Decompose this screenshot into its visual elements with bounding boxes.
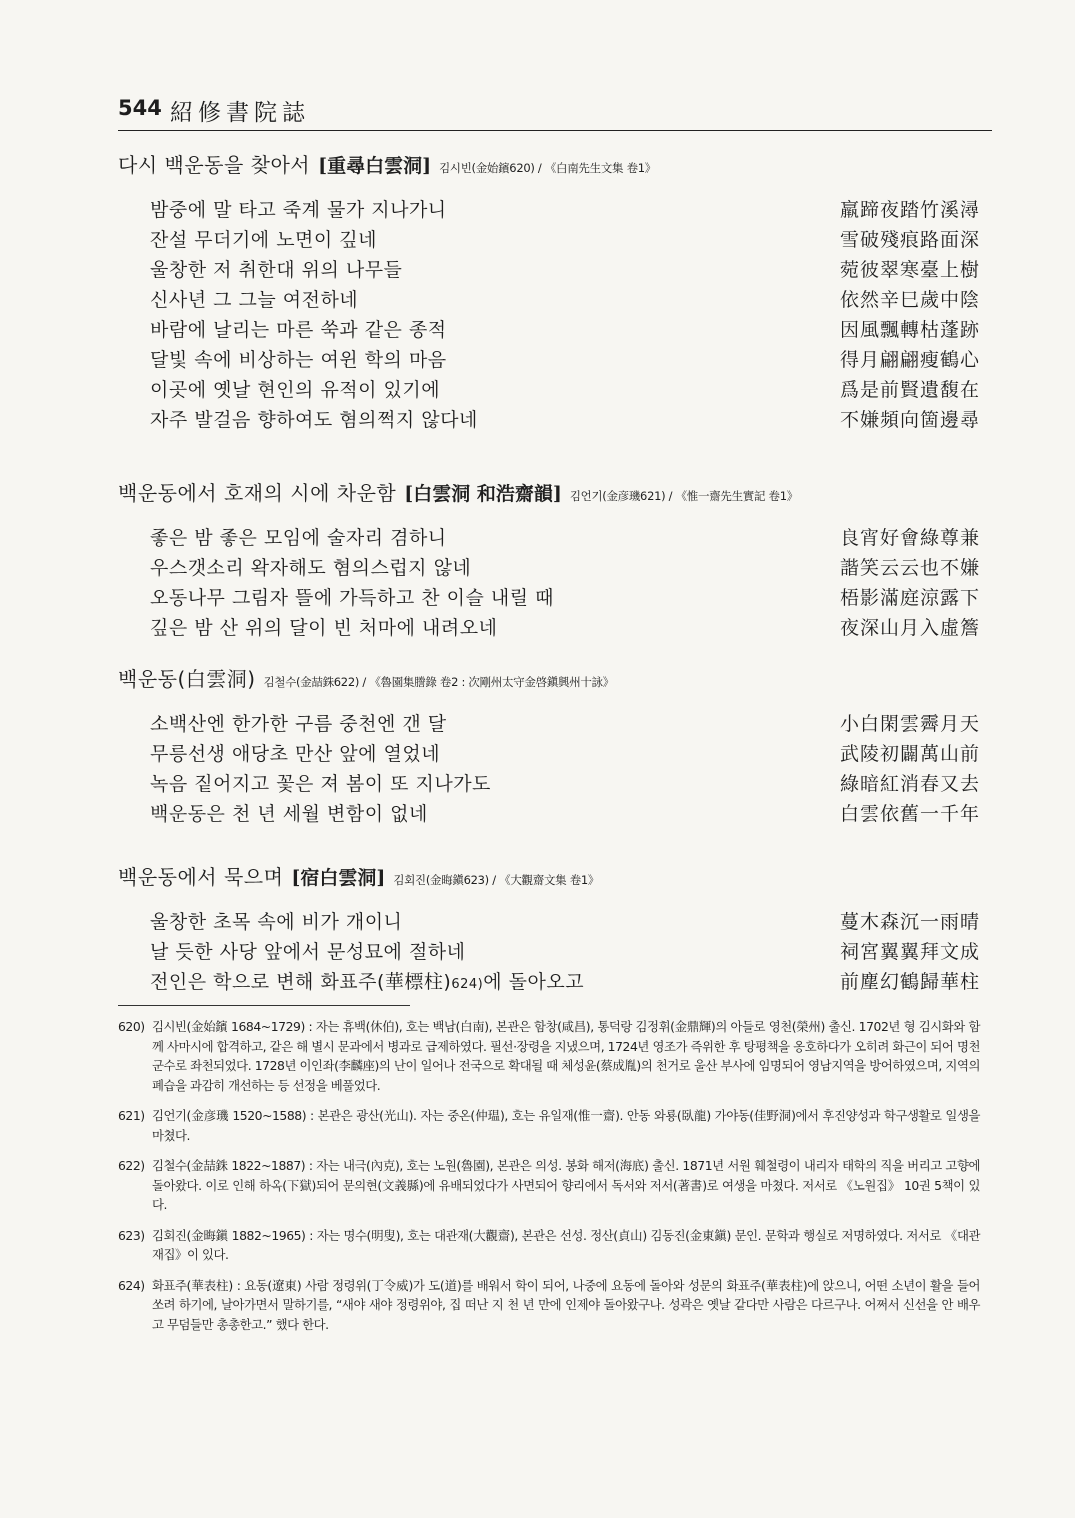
poem-source: 김언기(金彦璣621) / 《惟一齋先生實記 卷1》: [569, 489, 798, 503]
poem-section: [118, 862, 980, 997]
poem-line: [118, 739, 980, 769]
poem-title: [118, 150, 980, 183]
footnote-text: 김철수(金喆銖 1822~1887) : 자는 내극(內克), 호는 노원(魯園), 본관은 의성. 봉화 해저(海底) 출신. 1871년 서원 훼철령이 내리자 태학의 직을 버리고 고향에 돌아왔다. 이로 인해 하옥(下獄)되어 문의현(文義縣)에 유배되었다가 사면되어 향리에서 독서와 저서(著書)로 여생을 마쳤다. 저서로 《노원집》 10권 5책이 있다.: [152, 1158, 980, 1212]
poem-line: [118, 523, 980, 553]
chinese-line: 梧影滿庭涼露下: [839, 587, 980, 609]
korean-line: 울창한 초목 속에 비가 개이니: [150, 911, 403, 933]
korean-line: 이곳에 옛날 현인의 유적이 있기에: [150, 379, 441, 401]
korean-line: 날 듯한 사당 앞에서 문성묘에 절하네: [150, 941, 466, 963]
footnote-divider: [118, 1005, 410, 1006]
korean-line: 우스갯소리 왁자해도 혐의스럽지 않네: [150, 557, 472, 579]
page-number: 544: [118, 96, 162, 120]
poem-title-hanja: [白雲洞 和浩齋韻]: [404, 483, 562, 505]
footnote: [118, 1156, 980, 1215]
chinese-line: 蔓木森沉一雨晴: [839, 911, 980, 933]
poem-line: [118, 315, 980, 345]
korean-line-tail: 에 돌아오고: [483, 971, 585, 993]
korean-line: 오동나무 그림자 뜰에 가득하고 찬 이슬 내릴 때: [150, 587, 555, 609]
chinese-line: 武陵初闢萬山前: [839, 743, 980, 765]
footnote-text: 화표주(華表柱) : 요동(遼東) 사람 정령위(丁令威)가 도(道)를 배워서 학이 되어, 나중에 요동에 돌아와 성문의 화표주(華表柱)에 앉으니, 어떤 소년이 활을 들어 쏘려 하기에, 날아가면서 말하기를, “새야 새야 정령위야, 집 떠난 지 천 년 만에 인제야 돌아왔구나. 성곽은 옛날 같다만 사람은 다르구나. 어쩌서 신선을 안 배우고 무덤들만 총총한고.” 했다 한다.: [152, 1277, 980, 1332]
poem-line: [118, 799, 980, 829]
poem-body: [118, 907, 980, 997]
chinese-line: 綠暗紅消春又去: [839, 773, 980, 795]
poem-title-korean: 백운동(白雲洞): [118, 667, 256, 691]
footnote-number: 624): [118, 1277, 145, 1293]
chinese-line: 良宵好會綠尊兼: [839, 527, 980, 549]
poem-body: [118, 523, 980, 643]
footnote-number: 620): [118, 1019, 145, 1034]
korean-line: 백운동은 천 년 세월 변함이 없네: [150, 803, 428, 825]
poem-section: [118, 478, 980, 643]
poem-line: [118, 709, 980, 739]
footnote-number: 621): [118, 1108, 145, 1123]
korean-line: 밤중에 말 타고 죽계 물가 지나가니: [150, 199, 447, 221]
korean-line: 달빛 속에 비상하는 여윈 학의 마음: [150, 349, 447, 371]
chinese-line: 祠宮翼翼拜文成: [839, 941, 980, 963]
poem-title: [118, 664, 980, 697]
footnote-text: 김회진(金晦鎭 1882~1965) : 자는 명수(明叟), 호는 대관재(大觀齋), 본관은 선성. 정산(貞山) 김동진(金東鎭) 문인. 문학과 행실로 저명하였다. 저서로 《대관재집》이 있다.: [152, 1227, 980, 1262]
poem-line: [118, 345, 980, 375]
poem-line: [118, 225, 980, 255]
korean-line-text: 전인은 학으로 변해 화표주(華標柱): [150, 971, 452, 993]
poem-title-korean: 백운동에서 호재의 시에 차운함: [118, 481, 397, 505]
book-title: 紹修書院誌: [170, 100, 310, 126]
poem-source: 김회진(金晦鎭623) / 《大觀齋文集 卷1》: [393, 873, 600, 887]
poem-line: [118, 405, 980, 435]
korean-line: 소백산엔 한가한 구름 중천엔 갠 달: [150, 713, 447, 735]
chinese-line: 菀彼翠寒臺上樹: [839, 259, 980, 281]
korean-line: 좋은 밤 좋은 모임에 술자리 겸하니: [150, 527, 447, 549]
poem-title-korean: 다시 백운동을 찾아서: [118, 153, 311, 177]
chinese-line: 夜深山月入虛簷: [839, 617, 980, 639]
poem-title-hanja: [重尋白雲洞]: [318, 155, 432, 177]
chinese-line: 諧笑云云也不嫌: [839, 557, 980, 579]
poem-section: [118, 664, 980, 829]
korean-line: 깊은 밤 산 위의 달이 빈 처마에 내려오네: [150, 617, 498, 639]
chinese-line: 因風飄轉枯蓬跡: [839, 319, 980, 341]
footnote-text: 김시빈(金始鑌 1684~1729) : 자는 휴백(休伯), 호는 백남(白南), 본관은 함창(咸昌), 통덕랑 김정휘(金鼎輝)의 아들로 영천(榮州) 출신. 1702년 형 김시화와 함께 사마시에 합격하고, 같은 해 별시 문과에서 병과로 급제하였다. 필선·장령을 지냈으며, 1724년 영조가 즉위한 후 탕평책을 옹호하다가 오히려 화근이 되어 명천 군수로 좌천되었다. 1728년 이인좌(李麟座)의 난이 일어나 전국으로 확대될 때 체성윤(蔡成胤)의 천거로 울산 부사에 임명되어 영남지역을 방어하였으며, 지역의 폐습을 과감히 개선하는 등 선정을 베풀었다.: [152, 1019, 980, 1093]
footnote: [118, 1106, 980, 1145]
footnote-text: 김언기(金彦璣 1520~1588) : 본관은 광산(光山). 자는 중온(仲瑥), 호는 유일재(惟一齋). 안동 와룡(臥龍) 가야동(佳野洞)에서 후진양성과 학구생활로 일생을 마쳤다.: [152, 1108, 980, 1143]
korean-line: 신사년 그 그늘 여전하네: [150, 289, 359, 311]
poem-title-korean: 백운동에서 묵으며: [118, 865, 284, 889]
poem-line: [118, 937, 980, 967]
poem-body: [118, 709, 980, 829]
footnotes: [118, 1017, 980, 1345]
poem-source: 김철수(金喆銖622) / 《魯園集謄錄 卷2 : 次剛州太守金啓鎭興州十詠》: [263, 675, 614, 689]
page-header: [118, 96, 992, 131]
chinese-line: 依然辛巳歲中陰: [839, 289, 980, 311]
poem-body: [118, 195, 980, 435]
poem-line: [118, 553, 980, 583]
korean-line: 자주 발걸음 향하여도 혐의쩍지 않다네: [150, 409, 478, 431]
poem-line: [118, 375, 980, 405]
footnote-marker: 624): [451, 977, 484, 992]
poem-title-hanja: [宿白雲洞]: [291, 867, 386, 889]
korean-line: [150, 967, 584, 1000]
chinese-line: 雪破殘痕路面深: [839, 229, 980, 251]
poem-line: [118, 613, 980, 643]
korean-line: 울창한 저 취한대 위의 나무들: [150, 259, 403, 281]
footnote-number: 622): [118, 1158, 145, 1173]
footnote-number: 623): [118, 1227, 145, 1243]
korean-line: 바람에 날리는 마른 쑥과 같은 종적: [150, 319, 447, 341]
poem-line: [118, 285, 980, 315]
korean-line: 잔설 무더기에 노면이 깊네: [150, 229, 378, 251]
chinese-line: 爲是前賢遺馥在: [839, 379, 980, 401]
chinese-line: 不嫌頻向箇邊尋: [839, 409, 980, 431]
footnote: [118, 1276, 980, 1335]
korean-line: 녹음 짙어지고 꽃은 져 봄이 또 지나가도: [150, 773, 491, 795]
poem-line: [118, 769, 980, 799]
chinese-line: 前塵幻鶴歸華柱: [839, 971, 980, 993]
poem-line: [118, 195, 980, 225]
chinese-line: 白雲依舊一千年: [839, 803, 980, 825]
poem-line: [118, 255, 980, 285]
poem-title: [118, 478, 980, 511]
poem-line: [118, 967, 980, 997]
chinese-line: 得月翩翩瘦鶴心: [839, 349, 980, 371]
poem-section: [118, 150, 980, 435]
korean-line: 무릉선생 애당초 만산 앞에 열었네: [150, 743, 441, 765]
footnote: [118, 1017, 980, 1095]
chinese-line: 小白閑雲霽月天: [839, 713, 980, 735]
poem-line: [118, 907, 980, 937]
chinese-line: 羸蹄夜踏竹溪潯: [839, 199, 980, 221]
footnote: [118, 1226, 980, 1265]
poem-line: [118, 583, 980, 613]
poem-source: 김시빈(金始鑌620) / 《白南先生文集 卷1》: [439, 161, 657, 175]
poem-title: [118, 862, 980, 895]
